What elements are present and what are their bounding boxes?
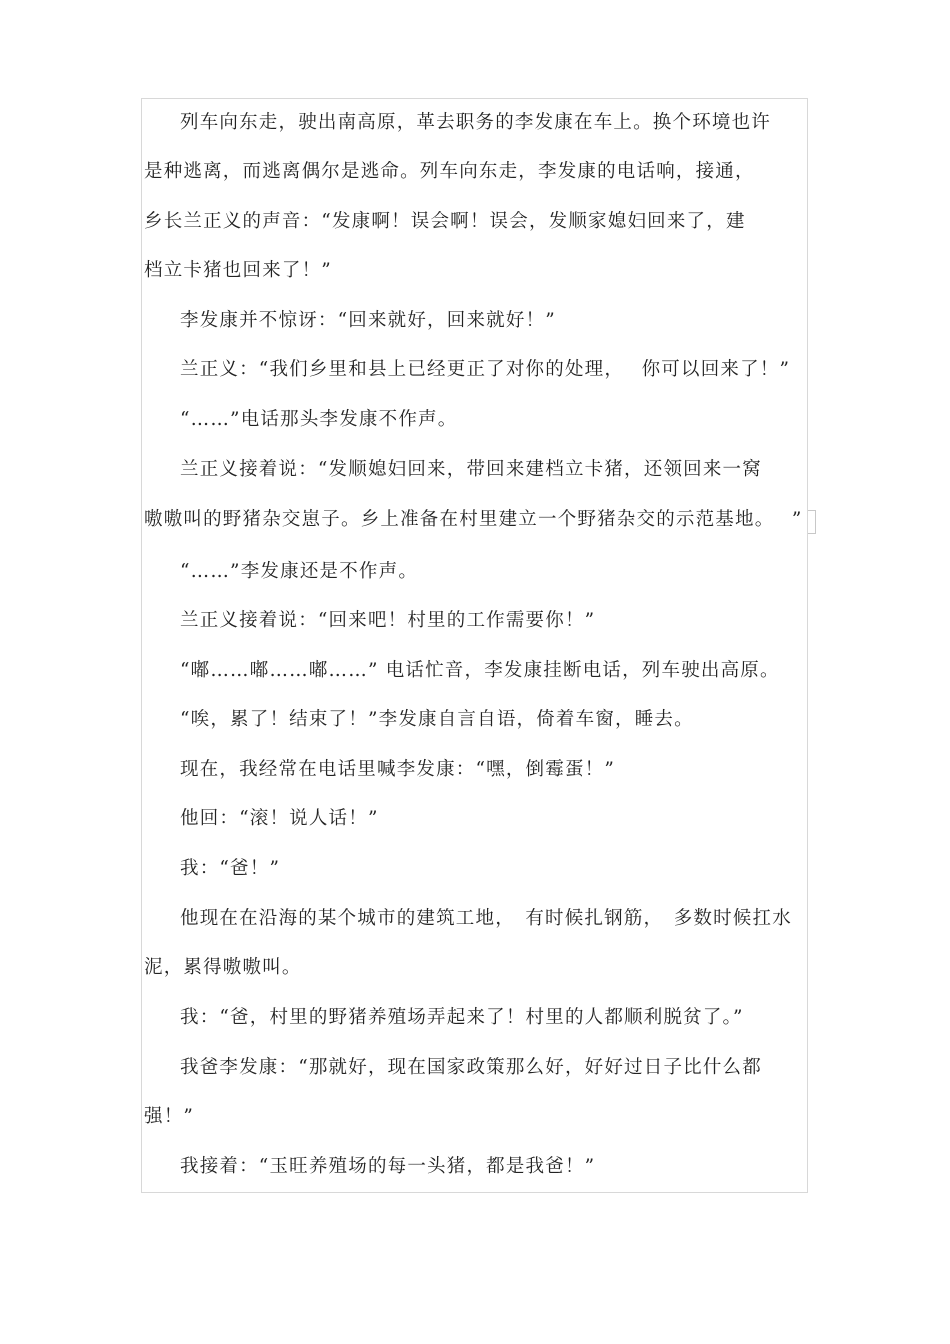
- text-line: 我接着：“玉旺养殖场的每一头猪，都是我爸！”: [180, 1156, 596, 1177]
- text-line: 他回：“滚！说人话！”: [180, 808, 379, 829]
- text-line: 泥，累得嗷嗷叫。: [144, 957, 302, 978]
- text-line: 我爸李发康：“那就好，现在国家政策那么好，好好过日子比什么都: [180, 1057, 762, 1078]
- text-line: 现在，我经常在电话里喊李发康：“嘿，倒霉蛋！”: [180, 759, 616, 780]
- text-line: “嘟……嘟……嘟……” 电话忙音，李发康挂断电话，列车驶出高原。: [180, 660, 780, 681]
- text-line: 我：“爸！”: [180, 858, 281, 879]
- text-line: 乡长兰正义的声音：“发康啊！误会啊！误会，发顺家媳妇回来了，建: [144, 211, 746, 232]
- text-line: 兰正义：“我们乡里和县上已经更正了对你的处理， 你可以回来了！”: [180, 359, 791, 380]
- text-line: 档立卡猪也回来了！”: [144, 260, 332, 281]
- text-line: 兰正义接着说：“发顺媳妇回来，带回来建档立卡猪，还领回来一窝: [180, 459, 762, 480]
- text-line: 他现在在沿海的某个城市的建筑工地， 有时候扎钢筋， 多数时候扛水: [180, 908, 792, 929]
- text-line: 李发康并不惊讶：“回来就好，回来就好！”: [180, 310, 556, 331]
- text-line: “唉，累了！结束了！”李发康自言自语，倚着车窗，睡去。: [180, 709, 694, 730]
- text-line: 强！”: [144, 1106, 195, 1127]
- text-line: 列车向东走，驶出南高原，革去职务的李发康在车上。换个环境也许: [180, 112, 772, 133]
- text-line: 我：“爸，村里的野猪养殖场弄起来了！村里的人都顺利脱贫了。”: [180, 1007, 744, 1028]
- text-line: 是种逃离，而逃离偶尔是逃命。列车向东走，李发康的电话响，接通，: [144, 161, 755, 182]
- text-line: “……”李发康还是不作声。: [180, 561, 419, 582]
- text-line: “……”电话那头李发康不作声。: [180, 409, 458, 430]
- text-line: 兰正义接着说：“回来吧！村里的工作需要你！”: [180, 610, 596, 631]
- margin-marker: [808, 510, 816, 534]
- text-line: 嗷嗷叫的野猪杂交崽子。乡上准备在村里建立一个野猪杂交的示范基地。 ”: [144, 509, 803, 530]
